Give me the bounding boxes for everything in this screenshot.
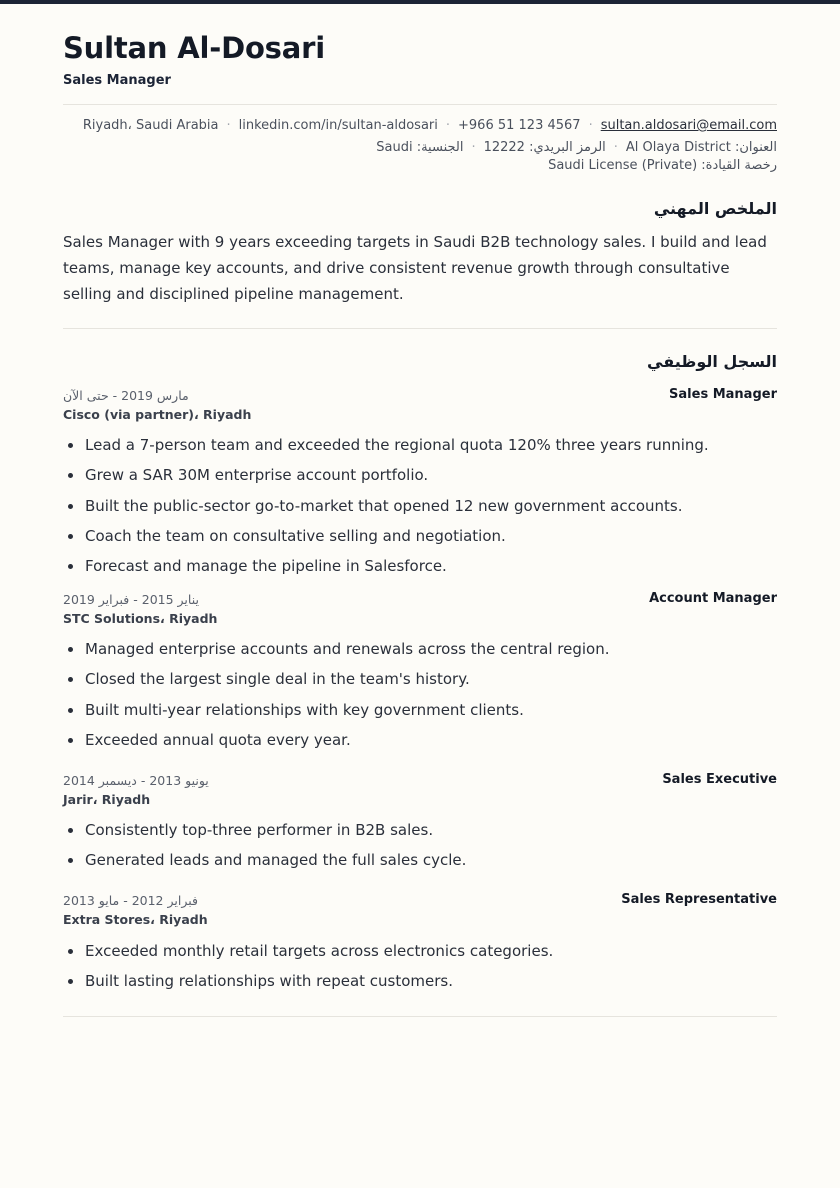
contact-email[interactable]: sultan.aldosari@email.com: [600, 118, 777, 133]
job-bullet: Built the public-sector go-to-market that opened 12 new government accounts.: [63, 491, 777, 521]
job-bullet: Closed the largest single deal in the team's history.: [63, 664, 777, 694]
job-title: Sales Manager: [669, 387, 777, 402]
experience-divider: [63, 1016, 777, 1017]
job-date: يناير 2015 - فبراير 2019: [63, 592, 199, 607]
job-bullet: Consistently top-three performer in B2B sales.: [63, 815, 777, 845]
contact-line-primary: [83, 118, 777, 133]
contact-linkedin[interactable]: linkedin.com/in/sultan-aldosari: [238, 118, 438, 133]
job-bullet: Built lasting relationships with repeat customers.: [63, 966, 777, 996]
candidate-role: Sales Manager: [63, 73, 171, 88]
job-bullets: [63, 430, 777, 581]
summary-text: Sales Manager with 9 years exceeding targets in Saudi B2B technology sales. I build and lead teams, manage key accounts, and drive consistent revenue growth through consultative selling and disciplined pipeline management.: [63, 233, 767, 303]
contact-postal: الرمز البريدي: 12222: [483, 140, 606, 155]
job-bullet: Generated leads and managed the full sales cycle.: [63, 845, 777, 875]
job-company: Cisco (via partner)، Riyadh: [63, 407, 252, 422]
separator-dot: ·: [613, 140, 618, 155]
job-bullet: Built multi-year relationships with key government clients.: [63, 695, 777, 725]
job-date: فبراير 2012 - مايو 2013: [63, 893, 198, 908]
job-date: مارس 2019 - حتى الآن: [63, 388, 189, 403]
job-company: STC Solutions، Riyadh: [63, 611, 218, 626]
job-title: Sales Executive: [662, 772, 777, 787]
job-title: Sales Representative: [621, 892, 777, 907]
job-bullets: [63, 815, 777, 876]
contact-location: Riyadh، Saudi Arabia: [82, 118, 219, 133]
separator-dot: ·: [226, 118, 231, 133]
job-bullet: Grew a SAR 30M enterprise account portfolio.: [63, 460, 777, 490]
job-bullet: Lead a 7-person team and exceeded the regional quota 120% three years running.: [63, 430, 777, 460]
job-bullet: Exceeded annual quota every year.: [63, 725, 777, 755]
separator-dot: ·: [588, 118, 593, 133]
separator-dot: ·: [471, 140, 476, 155]
job-bullet: Managed enterprise accounts and renewals across the central region.: [63, 634, 777, 664]
job-bullet: Exceeded monthly retail targets across electronics categories.: [63, 936, 777, 966]
contact-line-secondary: [376, 140, 777, 155]
job-bullets: [63, 936, 777, 997]
job-date: يونيو 2013 - ديسمبر 2014: [63, 773, 209, 788]
summary-divider: [63, 328, 777, 329]
job-company: Jarir، Riyadh: [63, 792, 151, 807]
job-bullets: [63, 634, 777, 755]
contact-address: العنوان: Al Olaya District: [625, 140, 777, 155]
separator-dot: ·: [445, 118, 451, 133]
job-bullet: Forecast and manage the pipeline in Salesforce.: [63, 551, 777, 581]
contact-nationality: الجنسية: Saudi: [376, 140, 464, 155]
job-company: Extra Stores، Riyadh: [63, 912, 208, 927]
contact-license: رخصة القيادة: Saudi License (Private): [548, 158, 777, 173]
experience-section-title: السجل الوظيفي: [647, 352, 777, 371]
job-title: Account Manager: [649, 591, 777, 606]
header-divider: [63, 104, 777, 105]
top-accent-bar: [0, 0, 840, 4]
job-bullet: Coach the team on consultative selling and negotiation.: [63, 521, 777, 551]
summary-section-title: الملخص المهني: [653, 199, 777, 218]
candidate-name: Sultan Al-Dosari: [63, 31, 325, 65]
contact-phone: +966 51 123 4567: [458, 118, 581, 133]
